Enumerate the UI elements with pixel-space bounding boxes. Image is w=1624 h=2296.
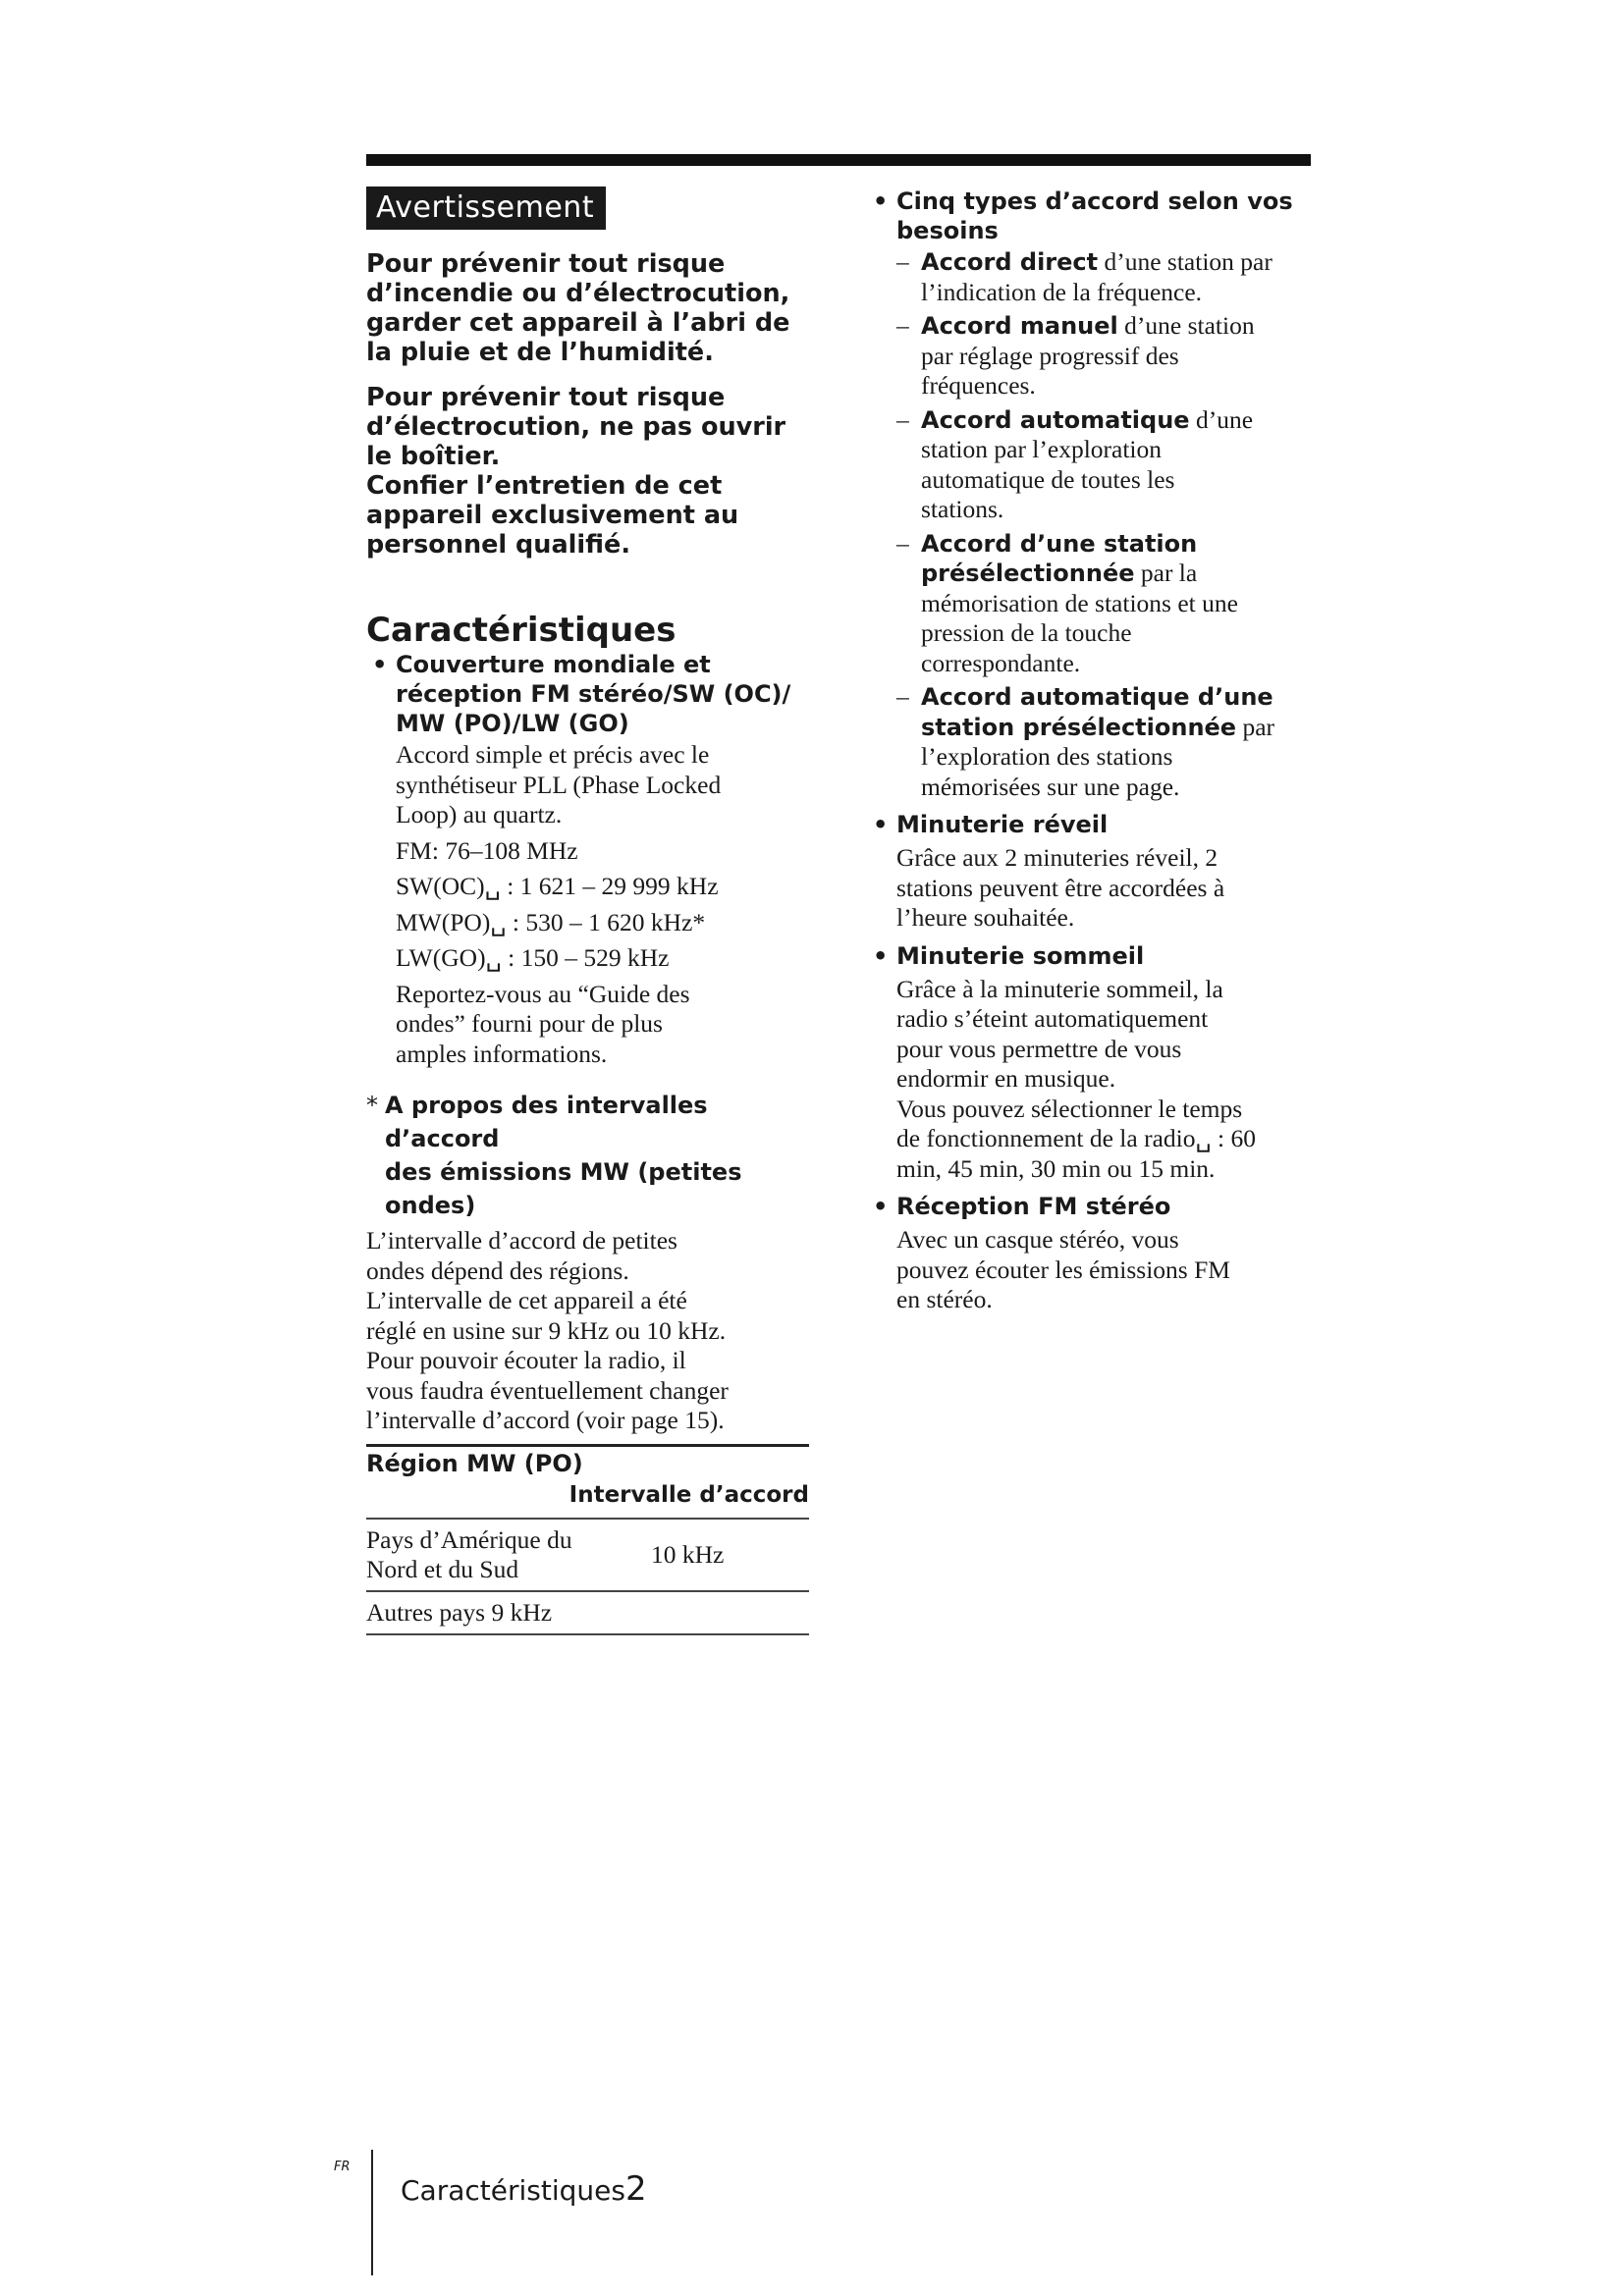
feature-body	[867, 1225, 1328, 1315]
item-line: l’indication de la fréquence.	[921, 277, 1203, 306]
body-line: vous faudra éventuellement changer	[366, 1375, 729, 1405]
feature-bullet-alarm	[867, 810, 1328, 839]
bullet-icon: •	[873, 187, 889, 215]
dash-icon: –	[896, 247, 909, 276]
item-text: d’une station	[1117, 311, 1255, 340]
band-line: SW(OC)␣ : 1 621 – 29 999 kHz	[396, 872, 719, 900]
cell-line: Pays d’Amérique du	[366, 1524, 572, 1554]
region-table	[366, 1444, 809, 1635]
item-text: d’une station par	[1098, 247, 1272, 276]
table-row	[366, 1519, 809, 1591]
body-line: pouvez écouter les émissions FM	[896, 1255, 1230, 1284]
feature-body	[366, 740, 813, 1069]
body-line: réglé en usine sur 9 kHz ou 10 kHz.	[366, 1315, 727, 1345]
warning-line: d’électrocution, ne pas ouvrir	[366, 412, 786, 442]
item-bold: Accord d’une station	[921, 529, 1198, 558]
item-bold: Accord automatique	[921, 405, 1190, 434]
body-line: stations peuvent être accordées à	[896, 873, 1225, 902]
left-column	[366, 187, 813, 1635]
body-line: Grâce aux 2 minuteries réveil, 2	[896, 843, 1218, 872]
footer-rule	[371, 2150, 373, 2275]
item-line	[921, 713, 1328, 743]
warning-paragraph-2	[366, 383, 813, 560]
band-line: MW(PO)␣ : 530 – 1 620 kHz*	[396, 907, 706, 936]
feature-body	[867, 843, 1328, 934]
band-line: LW(GO)␣ : 150 – 529 kHz	[396, 943, 670, 972]
warning-line: personnel qualifié.	[366, 530, 631, 560]
page-footer	[401, 2169, 647, 2209]
item-line	[921, 311, 1328, 342]
body-line: Vous pouvez sélectionner le temps	[896, 1094, 1243, 1123]
band-line: FM: 76–108 MHz	[396, 835, 578, 865]
item-line: mémorisation de stations et une	[921, 588, 1238, 617]
table-header-step: Intervalle d’accord	[568, 1481, 809, 1508]
warning-line: Confier l’entretien de cet	[366, 471, 723, 501]
footer-section: Caractéristiques	[401, 2174, 625, 2207]
feature-bullet-tuning-types	[867, 187, 1328, 245]
tuning-item-preset-scan	[867, 682, 1328, 802]
body-line: endormir en musique.	[896, 1064, 1116, 1093]
asterisk: *	[366, 1092, 378, 1119]
bullet-title-line: réception FM stéréo/SW (OC)/	[396, 680, 791, 708]
note-title-line: des émissions MW (petites ondes)	[385, 1158, 742, 1219]
item-line: pression de la touche	[921, 618, 1132, 647]
item-line: mémorisées sur une page.	[921, 772, 1180, 801]
right-column	[867, 187, 1328, 1315]
item-text: par	[1236, 712, 1275, 741]
item-text: d’une	[1189, 404, 1254, 434]
body-line: Pour pouvoir écouter la radio, il	[366, 1346, 686, 1374]
item-line	[921, 559, 1328, 589]
item-bold: présélectionnée	[921, 560, 1135, 587]
dash-icon: –	[896, 311, 909, 340]
bullet-title-line: Réception FM stéréo	[896, 1193, 1171, 1220]
body-line: Grâce à la minuterie sommeil, la	[896, 974, 1223, 1003]
body-line: amples informations.	[396, 1039, 608, 1068]
features-heading: Caractéristiques	[366, 611, 677, 650]
body-line: ondes” fourni pour de plus	[396, 1009, 663, 1038]
body-line: l’intervalle d’accord (voir page 15).	[366, 1406, 725, 1434]
warning-line: garder cet appareil à l’abri de	[366, 308, 790, 338]
body-line: pour vous permettre de vous	[896, 1034, 1182, 1063]
item-line	[921, 405, 1328, 436]
body-line: L’intervalle d’accord de petites	[366, 1226, 677, 1255]
bullet-title-line: MW (PO)/LW (GO)	[396, 710, 629, 737]
mw-step-note-title	[366, 1089, 813, 1222]
warning-line: la pluie et de l’humidité.	[366, 338, 714, 367]
body-line: de fonctionnement de la radio␣ : 60	[896, 1124, 1256, 1152]
warning-line: le boîtier.	[366, 442, 501, 471]
language-mark: FR	[334, 2160, 351, 2174]
feature-bullet-fm-stereo	[867, 1192, 1328, 1221]
table-cell-step	[651, 1591, 809, 1634]
body-line: radio s’éteint automatiquement	[896, 1004, 1209, 1033]
body-line: en stéréo.	[896, 1285, 993, 1313]
bullet-title-line: Couverture mondiale et	[396, 651, 711, 678]
top-rule	[366, 154, 1311, 166]
bullet-title-line: Minuterie sommeil	[896, 941, 1145, 970]
warning-title: Avertissement	[366, 187, 606, 230]
cell-line: Nord et du Sud	[366, 1554, 519, 1583]
item-text: par la	[1134, 559, 1198, 587]
warning-line: Pour prévenir tout risque	[366, 249, 726, 279]
item-line: fréquences.	[921, 371, 1036, 400]
body-line: Accord simple et précis avec le	[396, 740, 710, 769]
bullet-title-line: Cinq types d’accord selon vos	[896, 187, 1293, 215]
feature-body	[867, 975, 1328, 1185]
bullet-title-line: besoins	[896, 217, 999, 244]
item-bold: Accord automatique d’une	[921, 683, 1273, 711]
item-line: par réglage progressif des	[921, 341, 1179, 370]
feature-bullet-worldwide	[366, 650, 813, 738]
body-line: Avec un casque stéréo, vous	[896, 1225, 1179, 1254]
table-cell-region	[366, 1519, 651, 1591]
warning-line: appareil exclusivement au	[366, 501, 739, 530]
body-line: ondes dépend des régions.	[366, 1255, 629, 1285]
mw-step-note-body	[366, 1226, 813, 1436]
body-line: synthétiseur PLL (Phase Locked	[396, 770, 722, 799]
dash-icon: –	[896, 528, 909, 558]
item-bold: station présélectionnée	[921, 713, 1237, 741]
warning-line: Pour prévenir tout risque	[366, 383, 726, 412]
warning-line: d’incendie ou d’électrocution,	[366, 279, 790, 308]
tuning-item-auto	[867, 405, 1328, 525]
table-header-region: Région MW (PO)	[366, 1449, 583, 1477]
bullet-title-line: Minuterie réveil	[896, 811, 1109, 838]
tuning-item-direct	[867, 247, 1328, 307]
item-line	[921, 529, 1328, 560]
body-line: Loop) au quartz.	[396, 800, 563, 828]
item-bold: Accord direct	[921, 248, 1099, 276]
bullet-icon: •	[873, 941, 889, 970]
body-line: L’intervalle de cet appareil a été	[366, 1286, 687, 1314]
item-line: stations.	[921, 495, 1004, 523]
item-line: station par l’exploration	[921, 435, 1163, 463]
bullet-icon: •	[873, 811, 889, 838]
body-line: l’heure souhaitée.	[896, 903, 1075, 932]
dash-icon: –	[896, 682, 909, 711]
bullet-icon: •	[873, 1193, 889, 1220]
feature-bullet-sleep	[867, 941, 1328, 971]
item-bold: Accord manuel	[921, 312, 1118, 340]
table-row	[366, 1591, 809, 1634]
item-line: l’exploration des stations	[921, 742, 1173, 771]
item-line	[921, 247, 1328, 278]
table-cell-region	[366, 1591, 651, 1634]
warning-paragraph-1	[366, 249, 813, 367]
dash-icon: –	[896, 404, 909, 434]
bullet-icon: •	[372, 651, 388, 678]
note-title-line: A propos des intervalles d’accord	[385, 1092, 708, 1152]
table-cell-step: 10 kHz	[651, 1519, 809, 1591]
tuning-item-manual	[867, 311, 1328, 401]
item-line: automatique de toutes les	[921, 464, 1175, 494]
tuning-item-preset	[867, 529, 1328, 679]
page-number: 2	[624, 2169, 647, 2209]
cell-line: Autres pays 9 kHz	[366, 1597, 553, 1627]
item-line	[921, 682, 1328, 713]
body-line: min, 45 min, 30 min ou 15 min.	[896, 1153, 1216, 1183]
body-line: Reportez-vous au “Guide des	[396, 979, 690, 1008]
item-line: correspondante.	[921, 648, 1081, 677]
